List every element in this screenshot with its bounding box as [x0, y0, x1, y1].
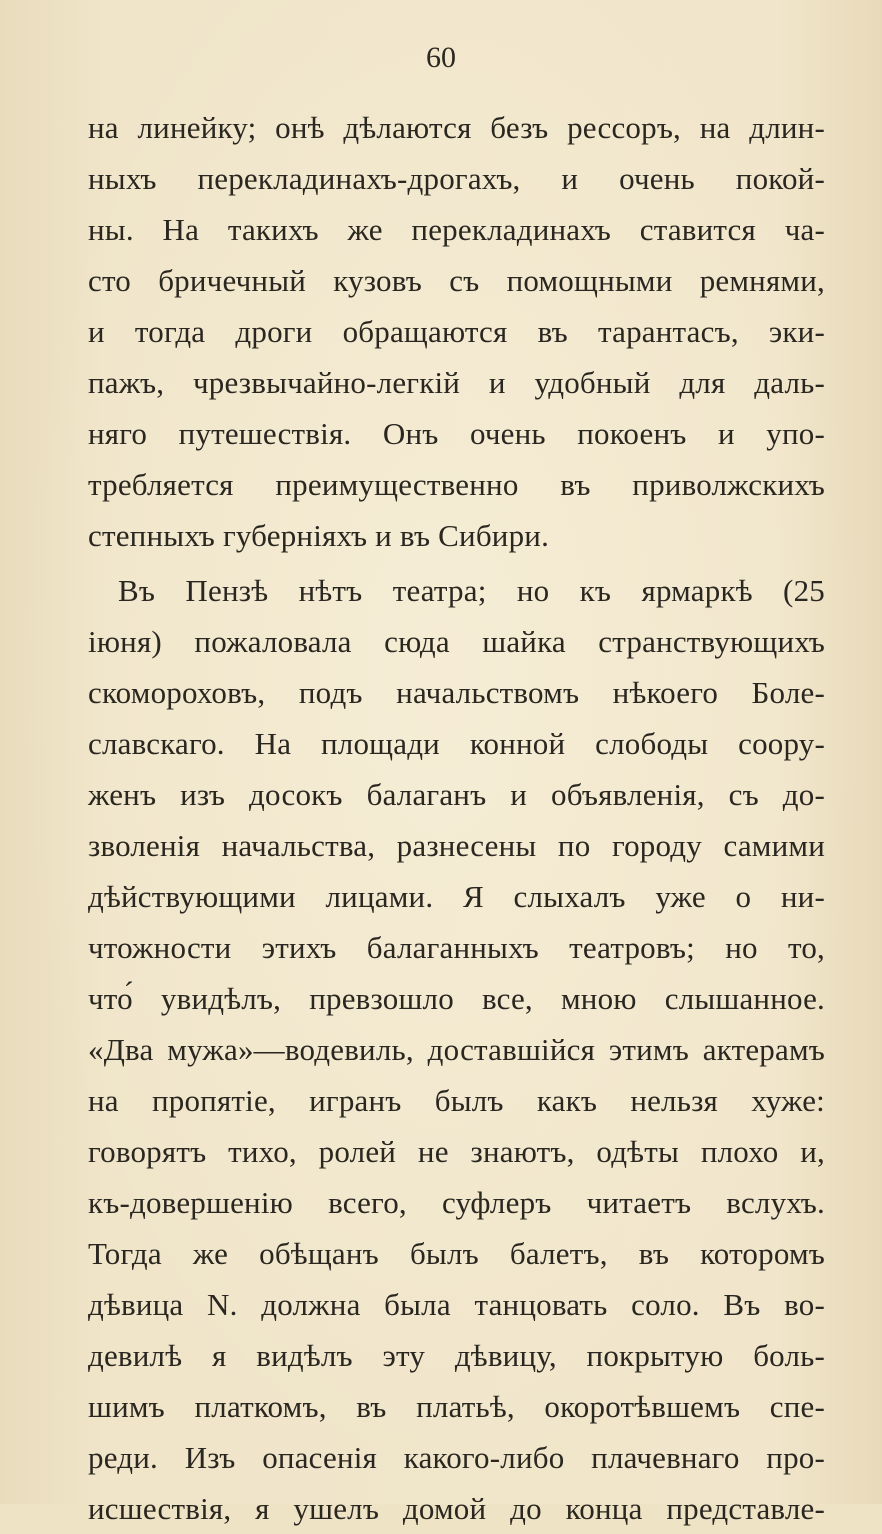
body-text	[88, 102, 825, 1534]
paragraph-2	[88, 565, 825, 1534]
text-line: исшествія, я ушелъ домой до конца представле-	[88, 1491, 825, 1526]
text-line: къ-довершенію всего, суфлеръ читаетъ вслухъ.	[88, 1185, 825, 1220]
text-line: дѣйствующими лицами. Я слыхалъ уже о ни-	[88, 879, 825, 914]
text-line: степныхъ губерніяхъ и въ Сибири.	[88, 518, 550, 553]
text-line: говорятъ тихо, ролей не знаютъ, одѣты плохо и,	[88, 1134, 825, 1169]
text-line: что́ увидѣлъ, превзошло все, мною слышанное.	[88, 981, 825, 1016]
text-line: ны. На такихъ же перекладинахъ ставится ча-	[88, 212, 825, 247]
text-line: ныхъ перекладинахъ-дрогахъ, и очень покой-	[88, 161, 825, 196]
text-line: женъ изъ досокъ балаганъ и объявленія, съ до-	[88, 777, 825, 812]
text-line: на линейку; онѣ дѣлаются безъ рессоръ, на длин-	[88, 110, 825, 145]
text-line: пажъ, чрезвычайно-легкій и удобный для даль-	[88, 365, 825, 400]
text-line: требляется преимущественно въ приволжскихъ	[88, 467, 825, 502]
text-line: на пропятіе, игранъ былъ какъ нельзя хуже:	[88, 1083, 825, 1118]
text-line: чтожности этихъ балаганныхъ театровъ; но то,	[88, 930, 825, 965]
text-line: девилѣ я видѣлъ эту дѣвицу, покрытую боль-	[88, 1338, 825, 1373]
text-line: скомороховъ, подъ начальствомъ нѣкоего Боле-	[88, 675, 825, 710]
text-line: шимъ платкомъ, въ платьѣ, окоротѣвшемъ спе-	[88, 1389, 825, 1424]
text-line: зволенія начальства, разнесены по городу самими	[88, 828, 825, 863]
text-line: няго путешествія. Онъ очень покоенъ и упо-	[88, 416, 825, 451]
text-line: и тогда дроги обращаются въ тарантасъ, эки-	[88, 314, 825, 349]
text-line: реди. Изъ опасенія какого-либо плачевнаго про-	[88, 1440, 825, 1475]
text-line: «Два мужа»—водевиль, доставшійся этимъ актерамъ	[88, 1032, 825, 1067]
text-line: Въ Пензѣ нѣтъ театра; но къ ярмаркѣ (25	[118, 573, 825, 608]
text-line: іюня) пожаловала сюда шайка странствующихъ	[88, 624, 825, 659]
paragraph-1	[88, 102, 825, 561]
page-number: 60	[426, 41, 456, 74]
text-line: Тогда же обѣщанъ былъ балетъ, въ которомъ	[88, 1236, 825, 1271]
text-line: дѣвица N. должна была танцовать соло. Въ во-	[88, 1287, 825, 1322]
text-line: сто бричечный кузовъ съ помощными ремнями,	[88, 263, 825, 298]
text-line: славскаго. На площади конной слободы соору-	[88, 726, 825, 761]
